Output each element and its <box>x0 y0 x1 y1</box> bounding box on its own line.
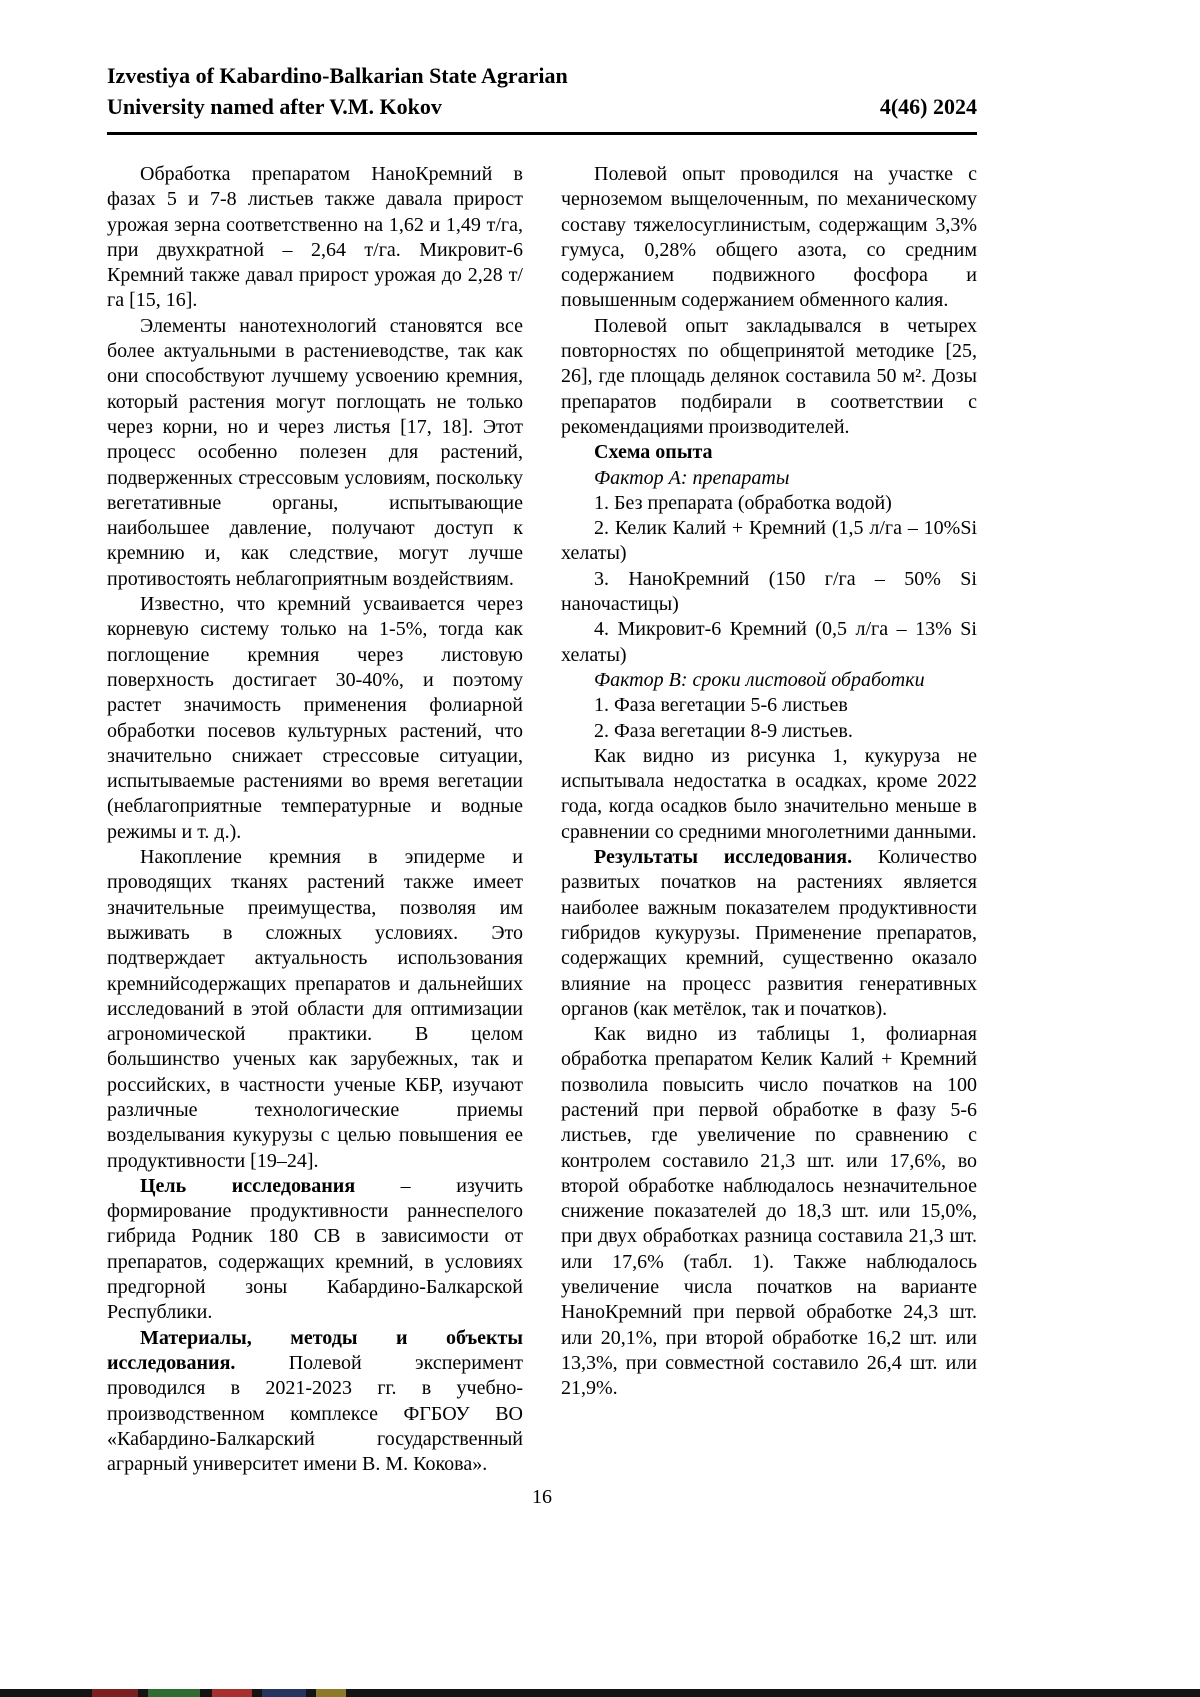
header-rule <box>107 132 977 135</box>
treatment-item-2 <box>561 516 977 567</box>
strip-segment <box>262 1689 306 1697</box>
paragraph-yield <box>107 162 523 314</box>
paragraph-soil <box>561 162 977 314</box>
paragraph-text: 1. Без препарата (обработка водой) <box>594 491 892 514</box>
paragraph-nanotech <box>107 314 523 592</box>
paragraph-text: Накопление кремния в эпидерме и проводящих тканях растений также имеет значительные преимущества, позволяя им выживать в сложных условиях. Это подтверждает актуальность использования кремнийсодержащих препаратов и дальнейших исследований в этой области для оптимизации агрономической практики. В целом большинство ученых как зарубежных, так и российских, в частности ученые КБР, изучают различные технологические приемы возделывания кукурузы с целью повышения ее продуктивности [19–24]. <box>107 846 523 1172</box>
goal-lead: Цель исследования <box>140 1174 356 1197</box>
paragraph-text: 3. НаноКремний (150 г/га – 50% Si наночастицы) <box>561 567 977 616</box>
article-body <box>107 162 977 1477</box>
treatment-item-3 <box>561 567 977 618</box>
paragraph-text: Известно, что кремний усваивается через корневую систему только на 1-5%, тогда как поглощение кремния через листовую поверхность достигает 30-40%, и поэтому растет значимость применения фолиарной обработки посевов культурных растений, что значительно снижает стрессовые ситуации, испытываемые растениями во время вегетации (неблагоприятные температурные и водные режимы и т. д.). <box>107 593 523 843</box>
left-column <box>107 162 523 1477</box>
factor-a-heading <box>561 466 977 491</box>
issue-number: 4(46) 2024 <box>879 94 977 119</box>
paragraph-field-trial <box>561 314 977 440</box>
paragraph-absorption <box>107 592 523 845</box>
paragraph-accumulation <box>107 845 523 1174</box>
paragraph-text: Элементы нанотехнологий становятся все более актуальными в растениеводстве, так как они способствуют лучшему усвоению кремния, который растения могут поглощать не только через корни, но и через листья [17, 18]. Этот процесс особенно полезен для растений, подверженных стрессовым условиям, поскольку вегетативные органы, испытывающие наибольшее давление, получают доступ к кремнию и, как следствие, могут лучше противостоять неблагоприятным воздействиям. <box>107 314 523 590</box>
results-lead: Результаты исследования. <box>594 846 853 869</box>
paragraph-text: Полевой опыт закладывался в четырех повторностях по общепринятой методике [25, 26], где площадь делянок составила 50 м². Дозы препаратов подбирали в соответствии с рекомендациями производителей. <box>561 314 977 438</box>
factor-b-heading <box>561 668 977 693</box>
materials-lead: Материалы, методы и объекты исследования. <box>107 1326 523 1374</box>
right-column <box>561 162 977 1477</box>
journal-title-line2: University named after V.M. Kokov <box>107 94 442 119</box>
journal-title-line1: Izvestiya of Kabardino-Balkarian State Agrarian <box>107 63 568 88</box>
page-footer <box>107 1486 977 1509</box>
paragraph-text: 1. Фаза вегетации 5-6 листьев <box>594 694 848 717</box>
phase-item-1 <box>561 693 977 718</box>
paragraph-text: Фактор В: сроки листовой обработки <box>594 668 925 691</box>
paragraph-text: 4. Микровит-6 Кремний (0,5 л/га – 13% Si хелаты) <box>561 618 977 666</box>
scheme-heading <box>561 440 977 465</box>
paragraph-text: 2. Келик Калий + Кремний (1,5 л/га – 10%Si хелаты) <box>561 517 977 565</box>
strip-segment <box>316 1689 346 1697</box>
paragraph-text: Полевой опыт проводился на участке с черноземом выщелоченным, по механическому составу тяжелосуглинистым, содержащим 3,3% гумуса, 0,28% общего азота, со средним содержанием подвижного фосфора и повышенным содержанием обменного калия. <box>561 163 977 312</box>
paragraph-table-discussion <box>561 1022 977 1401</box>
paragraph-results <box>561 845 977 1022</box>
strip-segment <box>212 1689 252 1697</box>
paragraph-text: Как видно из таблицы 1, фолиарная обработка препаратом Келик Калий + Кремний позволила повысить число початков на 100 растений при первой обработке в фазу 5-6 листьев, где увеличение по сравнению с контролем составило 21,3 шт. или 17,6%, во второй обработке наблюдалось незначительное снижение показателей до 18,3 шт. или 15,0%, при двух обработках разница составила 21,3 шт. или 17,6% (табл. 1). Также наблюдалось увеличение числа початков на варианте НаноКремний при первой обработке 24,3 шт. или 20,1%, при второй обработке 16,2 шт. или 13,3%, при совместной составило 26,4 шт. или 21,9%. <box>561 1023 977 1400</box>
strip-segment <box>148 1689 200 1697</box>
paragraph-materials <box>107 1326 523 1478</box>
journal-title <box>107 60 568 122</box>
page-header <box>107 60 977 122</box>
page <box>107 0 977 1477</box>
paragraph-text: 2. Фаза вегетации 8-9 листьев. <box>594 719 853 742</box>
paragraph-text: Схема опыта <box>594 441 713 464</box>
page-number: 16 <box>532 1486 552 1508</box>
paragraph-text: Как видно из рисунка 1, кукуруза не испытывала недостатка в осадках, кроме 2022 года, когда осадков было значительно меньше в сравнении со средними многолетними данными. <box>561 744 977 843</box>
phase-item-2 <box>561 719 977 744</box>
paragraph-goal <box>107 1174 523 1326</box>
paragraph-text: Обработка препаратом НаноКремний в фазах 5 и 7-8 листьев также давала прирост урожая зерна соответственно на 1,62 и 1,49 т/га, при двухкратной – 2,64 т/га. Микровит-6 Кремний также давал прирост урожая до 2,28 т/га [15, 16]. <box>107 163 523 312</box>
treatment-item-1 <box>561 491 977 516</box>
paragraph-precipitation <box>561 744 977 845</box>
paragraph-text: Количество развитых початков на растениях является наиболее важным показателем продуктивности гибридов кукурузы. Применение препаратов, содержащих кремний, существенно оказало влияние на процесс развития генеративных органов (как метёлок, так и початков). <box>561 846 977 1020</box>
strip-segment <box>92 1689 138 1697</box>
paragraph-text: Фактор А: препараты <box>594 466 790 489</box>
paragraph-text: – изучить формирование продуктивности раннеспелого гибрида Родник 180 СВ в зависимости от препаратов, содержащих кремний, в условиях предгорной зоны Кабардино-Балкарской Республики. <box>107 1174 523 1324</box>
treatment-item-4 <box>561 617 977 668</box>
bottom-strip <box>0 1689 1200 1697</box>
paragraph-text: Полевой эксперимент проводился в 2021-2023 гг. в учебно-производственном комплексе ФГБОУ ВО «Кабардино-Балкарский государственный аграрный университет имени В. М. Кокова». <box>107 1351 523 1476</box>
